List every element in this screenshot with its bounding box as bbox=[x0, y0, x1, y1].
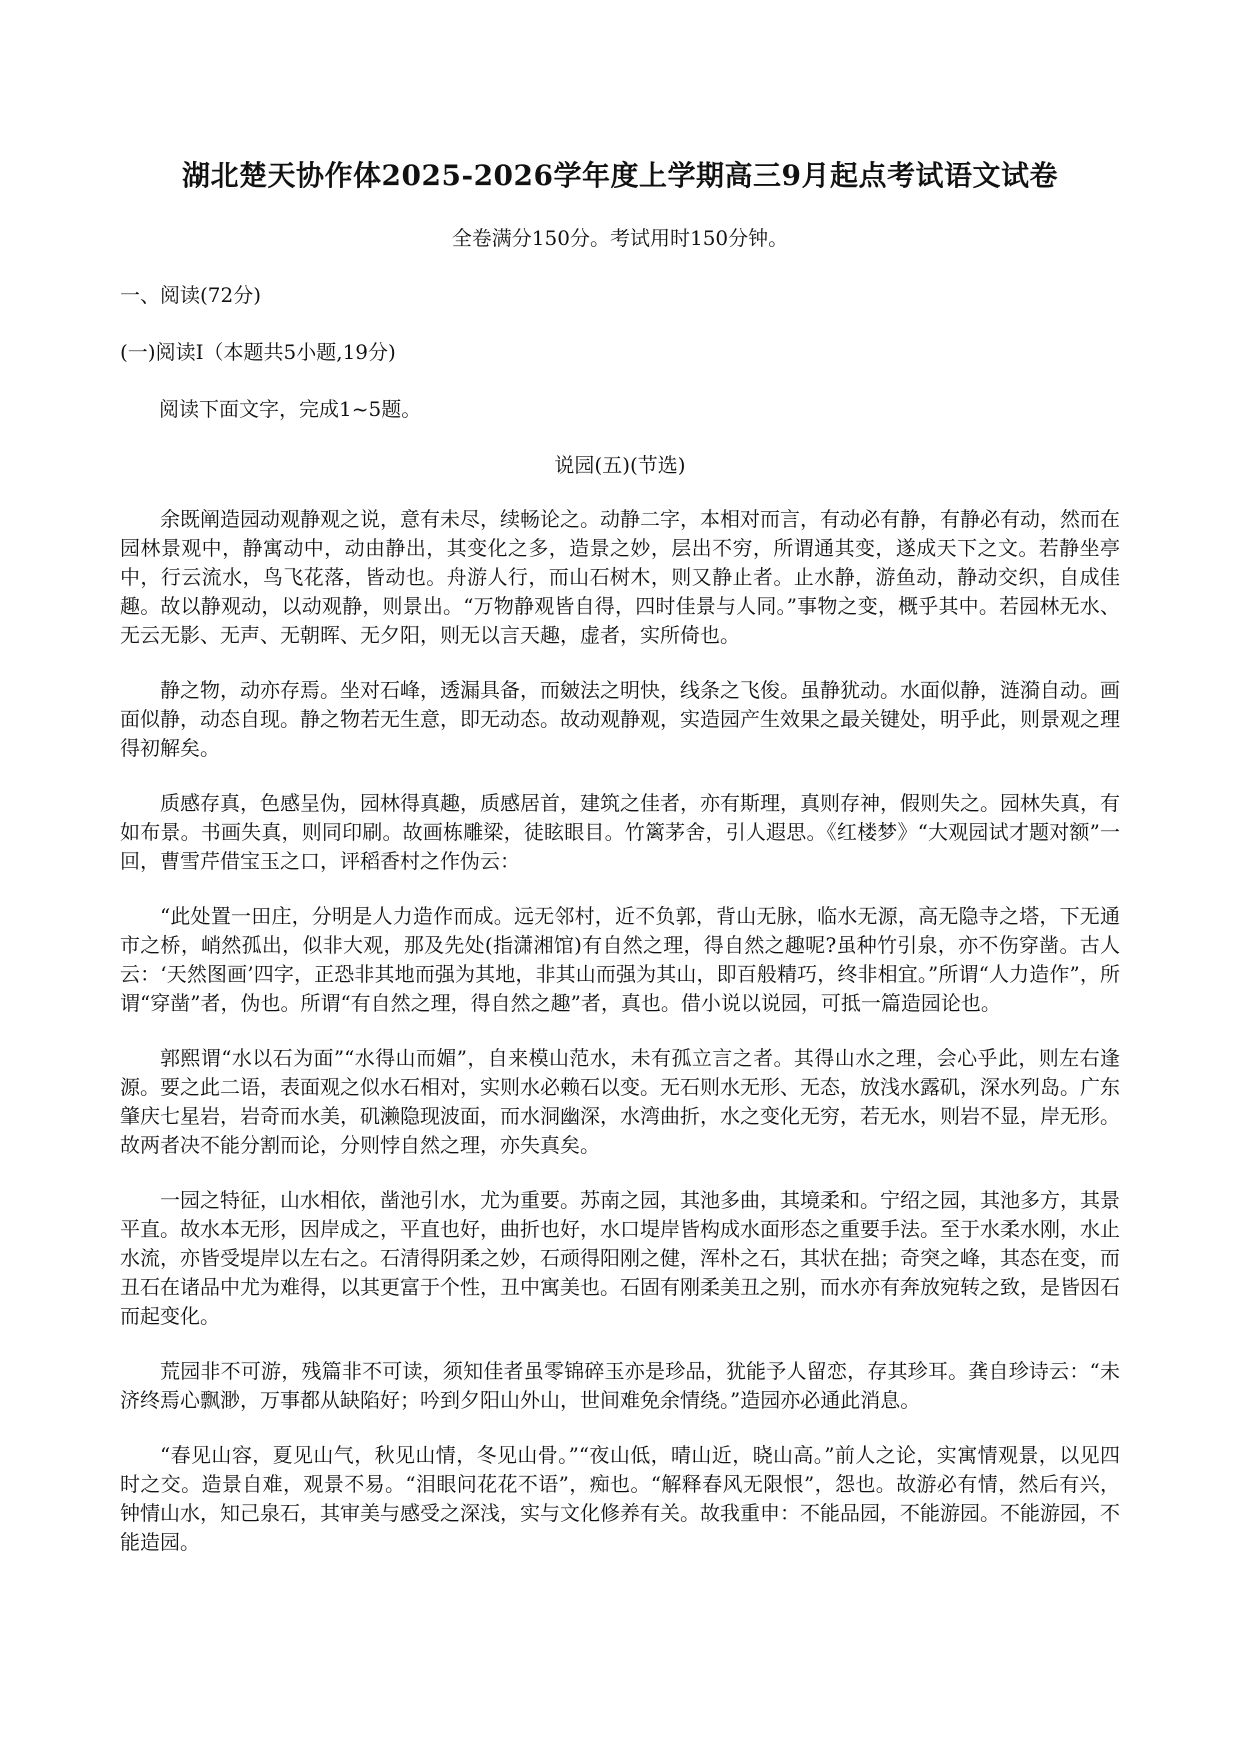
article-paragraph-3: 质感存真，色感呈伪，园林得真趣，质感居首，建筑之佳者，亦有斯理，真则存神，假则失之。园林失真，有如布景。书画失真，则同印刷。故画栋雕梁，徒眩眼目。竹篱茅舍，引人遐思。《红楼梦》“大观园试才题对额”一回，曹雪芹借宝玉之口，评稻香村之作伪云： bbox=[120, 791, 1120, 873]
subsection-reading-1-heading: (一)阅读Ⅰ（本题共5小题,19分) bbox=[120, 340, 396, 364]
section-reading-heading: 一、阅读(72分) bbox=[120, 283, 262, 307]
article-paragraph-8: “春见山容，夏见山气，秋见山情，冬见山骨。”“夜山低，晴山近，晓山高。”前人之论，实寓情观景，以见四时之交。造景自难，观景不易。“泪眼问花花不语”，痴也。“解释春风无限恨”，怨也。故游必有情，然后有兴，钟情山水，知己泉石，其审美与感受之深浅，实与文化修养有关。故我重申：不能品园，不能游园。不能游园，不能造园。 bbox=[120, 1443, 1120, 1554]
article-paragraph-1: 余既阐造园动观静观之说，意有未尽，续畅论之。动静二字，本相对而言，有动必有静，有静必有动，然而在园林景观中，静寓动中，动由静出，其变化之多，造景之妙，层出不穷，所谓通其变，遂成天下之文。若静坐亭中，行云流水，鸟飞花落，皆动也。舟游人行，而山石树木，则又静止者。止水静，游鱼动，静动交织，自成佳趣。故以静观动，以动观静，则景出。“万物静观皆自得，四时佳景与人同。”事物之变，概乎其中。若园林无水、无云无影、无声、无朝晖、无夕阳，则无以言天趣，虚者，实所倚也。 bbox=[120, 507, 1120, 647]
article-paragraph-7: 荒园非不可游，残篇非不可读，须知佳者虽零锦碎玉亦是珍品，犹能予人留恋，存其珍耳。龚自珍诗云：“未济终焉心飘渺，万事都从缺陷好；吟到夕阳山外山，世间难免余情绕。”造园亦必通此消息。 bbox=[120, 1359, 1120, 1412]
article-paragraph-5: 郭熙谓“水以石为面”“水得山而媚”，自来模山范水，未有孤立言之者。其得山水之理，会心乎此，则左右逢源。要之此二语，表面观之似水石相对，实则水必赖石以变。无石则水无形、无态，放浅水露矶，深水列岛。广东肇庆七星岩，岩奇而水美，矶濑隐现波面，而水洞幽深，水湾曲折，水之变化无穷，若无水，则岩不显，岸无形。故两者决不能分割而论，分则悖自然之理，亦失真矣。 bbox=[120, 1046, 1120, 1157]
article-paragraph-6: 一园之特征，山水相依，凿池引水，尤为重要。苏南之园，其池多曲，其境柔和。宁绍之园，其池多方，其景平直。故水本无形，因岸成之，平直也好，曲折也好，水口堤岸皆构成水面形态之重要手法。至于水柔水刚，水止水流，亦皆受堤岸以左右之。石清得阴柔之妙，石顽得阳刚之健，浑朴之石，其状在拙；奇突之峰，其态在变，而丑石在诸品中尤为难得，以其更富于个性，丑中寓美也。石固有刚柔美丑之别，而水亦有奔放宛转之致，是皆因石而起变化。 bbox=[120, 1188, 1120, 1328]
article-body bbox=[120, 505, 1120, 1583]
article-paragraph-4: “此处置一田庄，分明是人力造作而成。远无邻村，近不负郭，背山无脉，临水无源，高无隐寺之塔，下无通市之桥，峭然孤出，似非大观，那及先处(指潇湘馆)有自然之理，得自然之趣呢?虽种竹引泉，亦不伤穿凿。古人云：‘天然图画’四字，正恐非其地而强为其地，非其山而强为其山，即百般精巧，终非相宜。”所谓“人力造作”，所谓“穿凿”者，伪也。所谓“有自然之理，得自然之趣”者，真也。借小说以说园，可抵一篇造园论也。 bbox=[120, 904, 1120, 1015]
exam-subtitle: 全卷满分150分。考试用时150分钟。 bbox=[451, 226, 789, 250]
exam-title: 湖北楚天协作体2025-2026学年度上学期高三9月起点考试语文试卷 bbox=[182, 159, 1058, 192]
reading-instruction: 阅读下面文字，完成1~5题。 bbox=[159, 397, 422, 421]
article-title: 说园(五)(节选) bbox=[554, 453, 686, 477]
article-paragraph-2: 静之物，动亦存焉。坐对石峰，透漏具备，而皴法之明快，线条之飞俊。虽静犹动。水面似静，涟漪自动。画面似静，动态自现。静之物若无生意，即无动态。故动观静观，实造园产生效果之最关键处，明乎此，则景观之理得初解矣。 bbox=[120, 678, 1120, 760]
